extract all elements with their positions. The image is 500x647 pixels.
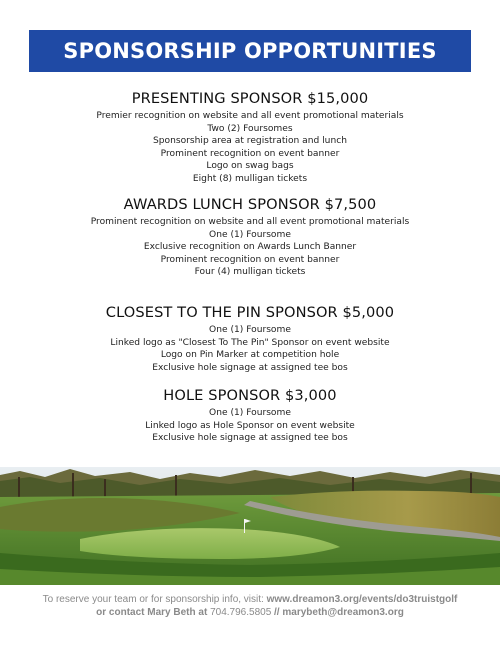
website-link[interactable]: www.dreamon3.org/events/do3truistgolf xyxy=(266,594,458,605)
footer-text: To reserve your team or for sponsorship info, visit: xyxy=(42,594,267,605)
benefit-item: Logo on swag bags xyxy=(206,161,294,172)
phone-number: 704.796.5805 xyxy=(210,607,272,618)
footer-line-contact xyxy=(0,606,500,619)
benefit-item: Linked logo as Hole Sponsor on event website xyxy=(145,420,355,431)
section-heading: HOLE SPONSOR $3,000 xyxy=(163,387,337,404)
golf-course-photo xyxy=(0,467,500,585)
benefit-list xyxy=(0,407,500,445)
footer-line-website xyxy=(0,593,500,606)
benefit-list xyxy=(0,324,500,374)
benefit-item: Prominent recognition on event banner xyxy=(160,254,340,265)
benefit-item: Exclusive hole signage at assigned tee bos xyxy=(152,433,348,444)
title-banner xyxy=(29,30,471,72)
hole-sponsor-section xyxy=(0,387,500,445)
section-heading: CLOSEST TO THE PIN SPONSOR $5,000 xyxy=(105,304,395,321)
benefit-item: Linked logo as "Closest To The Pin" Sponsor on event website xyxy=(110,337,390,348)
benefit-item: Two (2) Foursomes xyxy=(207,123,293,134)
benefit-item: Prominent recognition on event banner xyxy=(160,148,340,159)
benefit-item: Premier recognition on website and all event promotional materials xyxy=(96,111,404,121)
section-heading: PRESENTING SPONSOR $15,000 xyxy=(131,90,369,107)
benefit-item: Prominent recognition on website and all event promotional materials xyxy=(90,217,410,227)
awards-lunch-sponsor-section xyxy=(0,196,500,279)
benefit-item: One (1) Foursome xyxy=(209,325,291,335)
footer-text: or contact Mary Beth at xyxy=(96,607,211,618)
benefit-list xyxy=(0,216,500,279)
section-heading: AWARDS LUNCH SPONSOR $7,500 xyxy=(123,196,377,213)
separator: // xyxy=(271,607,283,618)
benefit-item: Logo on Pin Marker at competition hole xyxy=(160,350,340,361)
benefit-item: Exclusive recognition on Awards Lunch Banner xyxy=(143,242,357,253)
benefit-item: Exclusive hole signage at assigned tee bos xyxy=(152,362,348,373)
page-title: SPONSORSHIP OPPORTUNITIES xyxy=(63,39,437,63)
benefit-item: Sponsorship area at registration and lunch xyxy=(153,136,347,147)
benefit-item: Four (4) mulligan tickets xyxy=(194,267,306,278)
benefit-item: One (1) Foursome xyxy=(209,229,291,240)
closest-to-pin-sponsor-section xyxy=(0,304,500,374)
presenting-sponsor-section xyxy=(0,90,500,186)
contact-footer xyxy=(0,593,500,619)
benefit-list xyxy=(0,110,500,186)
benefit-item: Eight (8) mulligan tickets xyxy=(192,173,308,184)
email-link[interactable]: marybeth@dreamon3.org xyxy=(282,607,404,618)
benefit-item: One (1) Foursome xyxy=(209,408,291,418)
